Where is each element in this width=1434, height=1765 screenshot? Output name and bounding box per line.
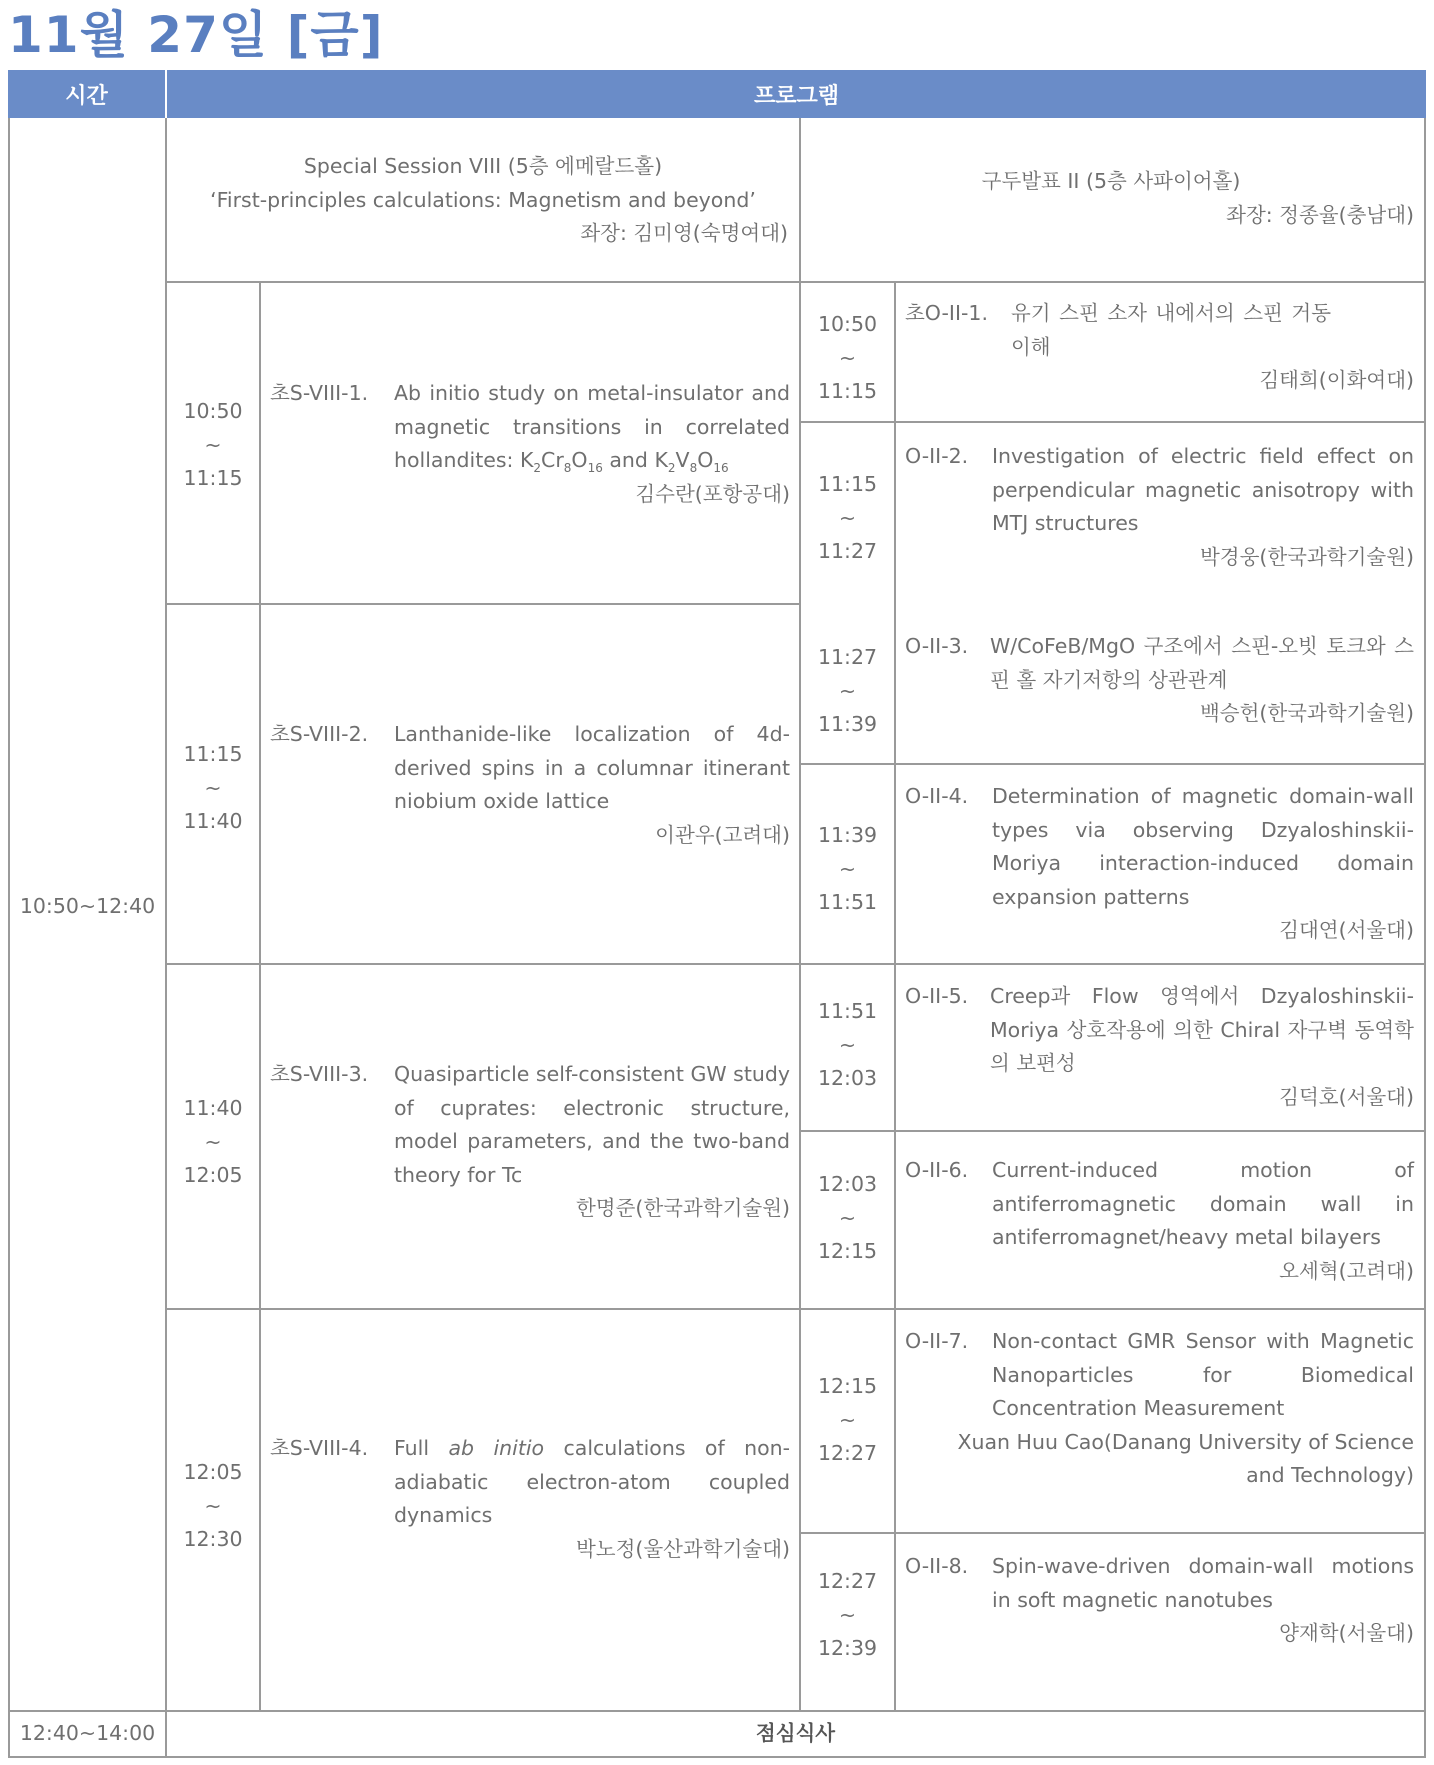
talk-speaker: 김수란(포항공대) [635,481,790,506]
talk-title: 유기 스핀 소자 내에서의 스핀 거동 이해 [1011,301,1331,359]
right-talk-entry [905,297,1414,398]
right-talk-entry [905,440,1414,574]
talk-code: O-II-8. [905,1554,969,1578]
talk-speaker: 김덕호(서울대) [1279,1084,1414,1109]
left-talk-time: 10:50 ~ 11:15 [183,399,243,490]
talk-code: 초S-VIII-2. [270,722,369,746]
right-session-chair: 좌장: 정종율(충남대) [1226,202,1414,227]
talk-speaker: 박노정(울산과학기술대) [575,1536,790,1561]
talk-code: O-II-6. [905,1158,969,1182]
right-talk-time: 11:39 ~ 11:51 [817,823,878,914]
left-session-title: Special Session VIII (5층 에메랄드홀) [303,154,663,178]
talk-title: Full ab initio calculations of non-adiabatic electron-atom coupled dynamics [394,1436,790,1527]
left-talk-entry [270,377,790,511]
talk-speaker: 김태희(이화여대) [1259,368,1414,392]
right-talk-time: 12:27 ~ 12:39 [817,1569,878,1660]
left-session-chair: 좌장: 김미영(숙명여대) [580,221,788,245]
talk-code: O-II-7. [905,1329,969,1353]
talk-speaker: Xuan Huu Cao(Danang University of Science and Technology) [957,1429,1414,1487]
talk-title: Current-induced motion of antiferromagnetic domain wall in antiferromagnet/heavy metal bilayers [992,1158,1414,1249]
talk-title: W/CoFeB/MgO 구조에서 스핀-오빗 토크와 스핀 홀 자기저항의 상관관계 [990,634,1414,692]
right-talk-entry [905,630,1414,731]
right-session-header [808,165,1414,232]
left-talk-entry [270,1432,790,1566]
right-talk-time: 12:03 ~ 12:15 [817,1172,878,1263]
talk-title: Quasiparticle self-consistent GW study of cuprates: electronic structure, model parameters, and the two-band theory for Tc [394,1062,790,1187]
header-program: 프로그램 [167,70,1426,118]
right-talk-time: 10:50 ~ 11:15 [817,312,878,403]
left-talk-time: 11:15 ~ 11:40 [183,742,243,833]
talk-speaker: 이관우(고려대) [655,822,790,847]
left-session-subtitle: ‘First-principles calculations: Magnetism and beyond’ [210,187,756,212]
talk-title: Creep과 Flow 영역에서 Dzyaloshinskii-Moriya 상호작용에 의한 Chiral 자구벽 동역학의 보편성 [990,984,1414,1075]
right-talk-time: 11:27 ~ 11:39 [817,645,878,736]
lunch-label: 점심식사 [755,1721,836,1745]
talk-speaker: 박경웅(한국과학기술원) [1199,544,1414,569]
left-talk-entry [270,1058,790,1226]
talk-speaker: 한명준(한국과학기술원) [575,1196,790,1220]
talk-code: O-II-3. [905,634,969,658]
talk-title: Non-contact GMR Sensor with Magnetic Nanoparticles for Biomedical Concentration Measurement [992,1329,1414,1420]
page-title: 11월 27일 [금] [8,6,384,64]
right-talk-entry [905,1550,1414,1651]
lunch-time: 12:40~14:00 [19,1721,156,1745]
talk-code: O-II-5. [905,984,969,1008]
talk-title: Investigation of electric field effect on perpendicular magnetic anisotropy with MTJ structures [992,444,1414,535]
talk-speaker: 오세혁(고려대) [1279,1258,1414,1283]
left-talk-time: 11:40 ~ 12:05 [183,1096,243,1187]
left-session-header [178,150,788,251]
left-talk-time: 12:05 ~ 12:30 [183,1460,243,1551]
right-session-title: 구두발표 II (5층 사파이어홀) [981,169,1241,193]
talk-code: 초S-VIII-3. [270,1062,369,1086]
right-talk-entry [905,980,1414,1114]
talk-speaker: 백승헌(한국과학기술원) [1199,701,1414,725]
talk-code: 초S-VIII-4. [270,1436,369,1460]
talk-code: 초O-II-1. [905,301,988,325]
talk-title: Spin-wave-driven domain-wall motions in soft magnetic nanotubes [992,1554,1414,1612]
talk-code: O-II-4. [905,784,969,808]
schedule-table [8,70,1426,1758]
right-talk-time: 11:51 ~ 12:03 [817,999,878,1090]
right-talk-entry [905,1325,1414,1493]
talk-speaker: 김대연(서울대) [1279,918,1414,942]
talk-title: Lanthanide-like localization of 4d-derived spins in a columnar itinerant niobium oxide lattice [394,722,790,813]
talk-code: O-II-2. [905,444,969,468]
right-talk-entry [905,780,1414,948]
left-talk-entry [270,718,790,852]
right-talk-time: 11:15 ~ 11:27 [817,472,878,563]
right-talk-entry [905,1154,1414,1288]
talk-title: Determination of magnetic domain-wall types via observing Dzyaloshinskii-Moriya interaction-induced domain expansion patterns [992,784,1414,909]
talk-title: Ab initio study on metal-insulator and magnetic transitions in correlated hollandites: $K_2Cr_8O_{16}$ and $K_2V_8O_{16}$ [394,381,790,476]
talk-speaker: 양재학(서울대) [1279,1621,1414,1645]
overall-time: 10:50~12:40 [19,894,156,918]
header-time: 시간 [8,70,165,118]
right-talk-time: 12:15 ~ 12:27 [817,1374,878,1465]
talk-code: 초S-VIII-1. [270,381,369,405]
